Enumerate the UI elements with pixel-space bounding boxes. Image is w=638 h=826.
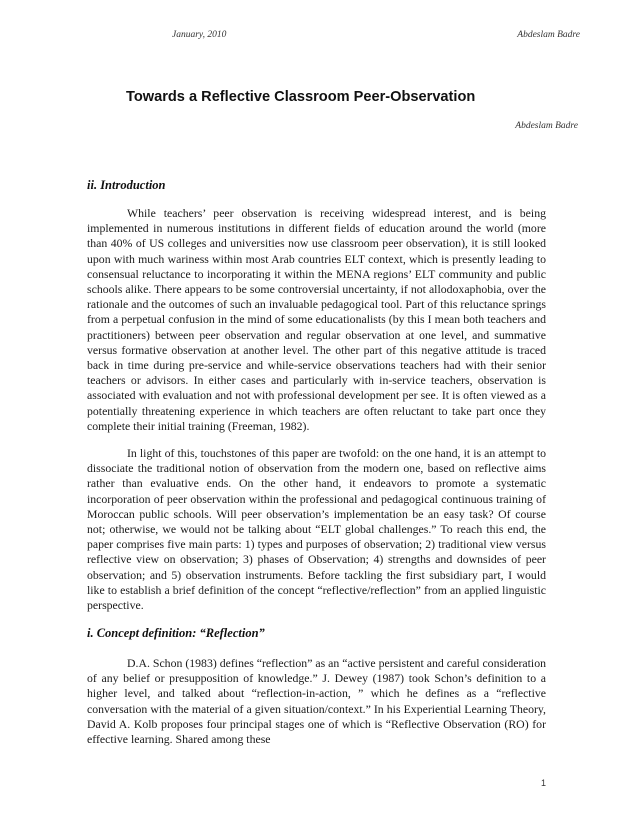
paragraph-concept-definition-1: D.A. Schon (1983) defines “reflection” as an “active persistent and careful consideration of any belief or presupposition of knowledge.” J. Dewey (1987) took Schon’s definition to a higher level, and talked about “reflection-in-action, ” which he defines as a “reflective conversation with the material of a given situation/context.” In his Experiential Learning Theory, David A. Kolb proposes four principal stages one of which is “Reflective Observation (RO) for effective learning. Shared among these: [87, 656, 546, 747]
document-title: Towards a Reflective Classroom Peer-Observation: [126, 89, 476, 105]
paragraph-introduction-1: While teachers’ peer observation is receiving widespread interest, and is being implemented in numerous institutions in different fields of education around the world (more than 40% of US colleges and universities now use classroom peer observation), it is still looked upon with much wariness within most Arab countries ELT context, which is presently leading to consensual reluctance to incorporating it within the MENA regions’ ELT community and public schools alike. There appears to be some controversial uncertainty, if not allodoxaphobia, over the rationale and the outcomes of such an invaluable pedagogical tool. Part of this reluctance springs from a perpetual confusion in the mind of some educationalists (by this I mean both teachers and practitioners) between peer observation and regular observation at one level, and summative versus formative observation at another level. The other part of this negative attitude is traced back in time during pre-service and while-service observations teachers had with their senior teachers or advisors. In either cases and particularly with in-service teachers, observation is associated with evaluation and not with professional development per see. It is often viewed as a potentially threatening experience in which teachers are often reluctant to take part once they complete their initial training (Freeman, 1982).: [87, 206, 546, 433]
section-heading-concept-definition: i. Concept definition: “Reflection”: [87, 626, 265, 640]
page-number: 1: [540, 778, 546, 788]
paragraph-introduction-2: In light of this, touchstones of this paper are twofold: on the one hand, it is an attempt to dissociate the traditional notion of observation from the modern one, based on reflective aims rather than evaluative ends. On the other hand, it endeavors to promote a systematic incorporation of peer observation within the professional and pedagogical continuous training of Moroccan public schools. Will peer observation’s implementation be an easy task? Of course not; otherwise, we would not be talking about “ELT global challenges.” To reach this end, the paper comprises five main parts: 1) types and purposes of observation; 2) traditional view versus reflective view on observation; 3) phases of Observation; 4) strengths and downsides of peer observation; and 5) observation instruments. Before tackling the first subsidiary part, I would like to establish a brief definition of the concept “reflective/reflection” from an applied linguistic perspective.: [87, 446, 546, 613]
header-author: Abdeslam Badre: [517, 30, 580, 40]
section-heading-introduction: ii. Introduction: [87, 178, 166, 192]
header-date: January, 2010: [172, 30, 227, 40]
document-author: Abdeslam Badre: [515, 121, 578, 131]
